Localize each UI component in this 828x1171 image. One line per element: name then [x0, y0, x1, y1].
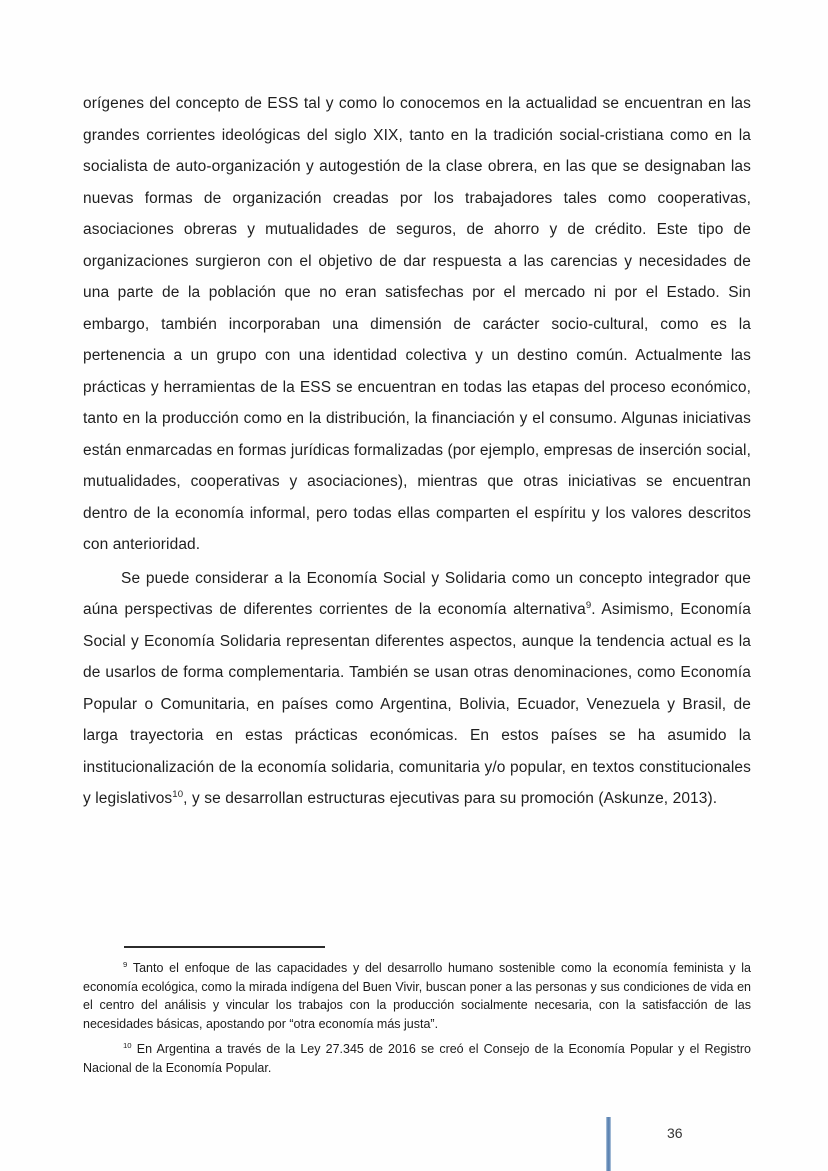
body-text-block: [83, 88, 751, 815]
footnote-separator: [124, 946, 325, 948]
page-number: 36: [667, 1125, 683, 1141]
footnote-reference-superscript: 10: [123, 1041, 132, 1051]
footnote-9: $^9$ Tanto el enfoque de las capacidades y del desarrollo humano sostenible como la economía feminista y la economía ecológica, como la mirada indígena del Buen Vivir, buscan poner a las personas y sus condiciones de vida en el centro del análisis y vincular los trabajos con la producción socialmente necesaria, con la satisfacción de las necesidades básicas, apostando por “otra economía más justa”.: [83, 959, 751, 1031]
body-paragraph-1: orígenes del concepto de ESS tal y como lo conocemos en la actualidad se encuentran en las grandes corrientes ideológicas del siglo XIX, tanto en la tradición social-cristiana como en la socialista de auto-organización y autogestión de la clase obrera, en las que se designaban las nuevas formas de organización creadas por los trabajadores tales como cooperativas, asociaciones obreras y mutualidades de seguros, de ahorro y de crédito. Este tipo de organizaciones surgieron con el objetivo de dar respuesta a las carencias y necesidades de una parte de la población que no eran satisfechas por el mercado ni por el Estado. Sin embargo, también incorporaban una dimensión de carácter socio-cultural, como es la pertenencia a un grupo con una identidad colectiva y un destino común. Actualmente las prácticas y herramientas de la ESS se encuentran en todas las etapas del proceso económico, tanto en la producción como en la distribución, la financiación y el consumo. Algunas iniciativas están enmarcadas en formas jurídicas formalizadas (por ejemplo, empresas de inserción social, mutualidades, cooperativas y asociaciones), mientras que otras iniciativas se encuentran dentro de la economía informal, pero todas ellas comparten el espíritu y los valores descritos con anterioridad.: [83, 95, 751, 553]
footnote-10: $^{10}$ En Argentina a través de la Ley 27.345 de 2016 se creó el Consejo de la Economía Popular y el Registro Nacional de la Economía Popular.: [83, 1041, 751, 1075]
footnote-reference-superscript: 9: [123, 959, 128, 969]
footnotes-section: [83, 946, 751, 1078]
body-paragraph-2: Se puede considerar a la Economía Social y Solidaria como un concepto integrador que aúna perspectivas de diferentes corrientes de la economía alternativa$^9$. Asimismo, Economía Social y Economía Solidaria representan diferentes aspectos, aunque la tendencia actual es la de usarlos de forma complementaria. También se usan otras denominaciones, como Economía Popular o Comunitaria, en países como Argentina, Bolivia, Ecuador, Venezuela y Brasil, de larga trayectoria en estas prácticas económicas. En estos países se ha asumido la institucionalización de la economía solidaria, comunitaria y/o popular, en textos constitucionales y legislativos$^{10}$, y se desarrollan estructuras ejecutivas para su promoción (Askunze, 2013).: [83, 569, 752, 807]
footnote-reference-superscript: 10: [172, 788, 184, 800]
page-edge-accent-line: [606, 1117, 611, 1171]
footnote-reference-superscript: 9: [585, 599, 592, 611]
